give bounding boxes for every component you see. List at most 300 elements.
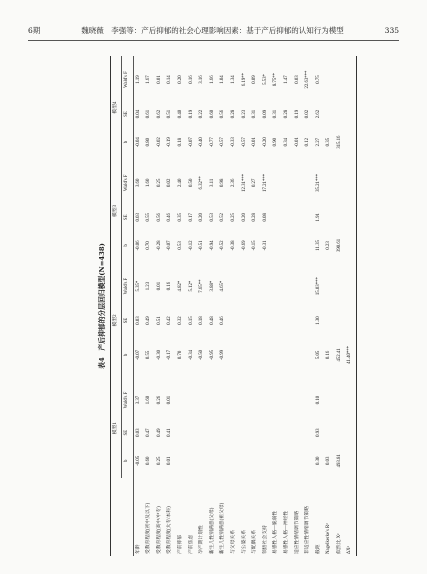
table-cell xyxy=(293,263,304,310)
table-cell: 0.03 xyxy=(135,316,141,325)
table-cell xyxy=(345,263,356,310)
table-cell xyxy=(240,444,251,478)
stat-header: Wald's F xyxy=(122,263,134,310)
table-cell: 0.60 xyxy=(209,109,215,119)
table-cell xyxy=(324,159,335,206)
table-cell: -0.77 xyxy=(209,137,215,148)
table-cell: 0.55 xyxy=(146,350,152,360)
table-cell: -0.28 xyxy=(156,240,162,251)
table-cell xyxy=(282,263,293,310)
row-label: ΔX² xyxy=(345,478,356,556)
table-cell xyxy=(345,56,356,103)
table-cell: 1.66 xyxy=(209,75,215,84)
table-row xyxy=(324,56,335,556)
table-cell: 0.80 xyxy=(146,137,152,147)
table-cell xyxy=(197,378,208,421)
table-row xyxy=(240,56,251,556)
table-cell xyxy=(197,444,208,478)
table-cell: 0.56 xyxy=(156,213,162,222)
table-cell xyxy=(250,422,261,444)
table-cell: 0.27 xyxy=(252,178,258,188)
table-cell xyxy=(345,206,356,228)
table-cell xyxy=(335,263,346,310)
table-cell xyxy=(282,331,293,378)
table-cell: 0.60 xyxy=(146,456,152,465)
table-cell: 0.35 xyxy=(177,213,183,222)
table-cell: -0.99 xyxy=(220,349,226,360)
table-cell: 0.48 xyxy=(209,316,215,325)
table-cell: 0.98 xyxy=(220,178,226,188)
stat-header: b xyxy=(122,444,134,478)
table-row xyxy=(229,56,240,556)
table-cell: 390.61 xyxy=(336,238,342,253)
table-row xyxy=(144,56,155,556)
table-cell: -0.51 xyxy=(199,240,205,251)
table-cell xyxy=(208,378,219,421)
table-row xyxy=(345,56,356,556)
stat-header: SE xyxy=(122,422,134,444)
table-cell xyxy=(345,310,356,332)
table-cell: -0.57 xyxy=(241,137,247,148)
table-cell: 0.14 xyxy=(167,75,173,84)
table-row xyxy=(208,56,219,556)
table-cell: 0.01 xyxy=(167,395,173,405)
row-label: 年龄 xyxy=(135,544,141,554)
table-cell xyxy=(271,310,282,332)
table-cell xyxy=(261,310,272,332)
table-cell: -0.04 xyxy=(135,137,141,148)
table-cell xyxy=(261,331,272,378)
table-cell xyxy=(229,310,240,332)
table-caption: 表4 产后抑郁的分层回归模型(N=438) xyxy=(98,243,106,369)
table-cell xyxy=(324,422,335,444)
table-cell: 0.32 xyxy=(177,316,183,325)
table-cell: 2.62 xyxy=(315,109,321,119)
table-cell xyxy=(187,378,198,421)
row-label: 产前焦虑 xyxy=(188,534,194,554)
table-cell xyxy=(303,422,314,444)
row-label: 与父母关系 xyxy=(230,530,236,554)
table-cell: 0.15 xyxy=(188,316,194,325)
table-cell: 3.60 xyxy=(135,178,141,188)
table-cell: -0.20 xyxy=(262,137,268,148)
table-cell: 0.41 xyxy=(167,428,173,437)
table-cell: 0.35 xyxy=(326,137,332,147)
table-cell: -0.07 xyxy=(188,137,194,148)
table-cell xyxy=(293,444,304,478)
table-row xyxy=(314,56,325,556)
rotated-table-region xyxy=(96,56,353,556)
table-cell xyxy=(335,422,346,444)
table-cell xyxy=(187,422,198,444)
table-row xyxy=(197,56,208,556)
table-cell: 1.04 xyxy=(220,75,226,84)
table-cell: 15.03*** xyxy=(315,277,321,296)
table-cell xyxy=(345,159,356,206)
table-row xyxy=(261,56,272,556)
table-cell: 0.55 xyxy=(146,213,152,222)
stat-header: Wald's F xyxy=(122,159,134,206)
table-cell xyxy=(293,310,304,332)
table-cell xyxy=(303,444,314,478)
page-header xyxy=(28,23,399,37)
table-cell xyxy=(293,159,304,206)
table-row xyxy=(155,56,166,556)
table-cell: 5.35* xyxy=(135,280,141,292)
table-cell xyxy=(271,228,282,262)
table-cell xyxy=(250,310,261,332)
table-cell: -0.94 xyxy=(209,240,215,251)
table-cell xyxy=(240,263,251,310)
table-cell xyxy=(240,378,251,421)
table-cell: 0.25 xyxy=(156,456,162,465)
table-cell xyxy=(282,378,293,421)
table-cell: 2.40 xyxy=(177,178,183,188)
table-cell xyxy=(335,56,346,103)
table-cell xyxy=(271,206,282,228)
table-row xyxy=(133,56,144,556)
table-cell: 0.62 xyxy=(156,109,162,119)
table-cell: -0.15 xyxy=(252,240,258,251)
table-cell xyxy=(271,444,282,478)
table-cell: 12.31*** xyxy=(241,173,247,192)
table-cell xyxy=(197,422,208,444)
table-cell xyxy=(282,159,293,206)
table-cell: 0.30 xyxy=(315,456,321,465)
table-cell: 0.28 xyxy=(283,109,289,119)
model-2-header: 模型2 xyxy=(111,263,122,379)
table-cell: -0.69 xyxy=(241,240,247,251)
table-cell xyxy=(335,310,346,332)
row-label: 孕产期计划性 xyxy=(199,525,205,554)
table-cell xyxy=(303,159,314,206)
table-cell xyxy=(345,228,356,262)
table-cell xyxy=(324,378,335,421)
table-cell xyxy=(229,444,240,478)
stat-header-row xyxy=(122,56,134,556)
table-cell: 1.67 xyxy=(146,75,152,84)
row-label: 适应性情绪调节策略 xyxy=(294,510,300,554)
table-cell: 6.32** xyxy=(199,176,205,190)
table-cell xyxy=(250,331,261,378)
table-cell: 2.27 xyxy=(315,137,321,147)
table-cell: 0.16 xyxy=(188,75,194,84)
table-cell: -0.40 xyxy=(199,137,205,148)
table-cell xyxy=(250,378,261,421)
running-title: 魏晓薇 李强等：产后抑郁的社会心理影响因素：基于产后抑郁的认知行为模型 xyxy=(81,25,344,35)
table-cell: 17.21*** xyxy=(262,173,268,192)
table-cell: 6.19** xyxy=(241,72,247,87)
table-cell: 0.49 xyxy=(146,316,152,325)
table-cell: 5.05 xyxy=(315,350,321,360)
table-body xyxy=(133,56,356,556)
table-cell xyxy=(229,263,240,310)
table-cell xyxy=(345,378,356,421)
table-cell: 0.40 xyxy=(177,109,183,119)
table-cell xyxy=(218,444,229,478)
row-label: 易感性人格—脆弱性 xyxy=(273,510,279,554)
table-cell xyxy=(282,422,293,444)
table-cell: 0.20 xyxy=(177,75,183,84)
table-cell xyxy=(303,378,314,421)
table-row xyxy=(293,56,304,556)
table-cell: 8.75** xyxy=(273,72,279,87)
table-cell xyxy=(324,206,335,228)
table-cell: -0.57 xyxy=(220,137,226,148)
row-label: 非适应性情绪调节策略 xyxy=(305,506,311,554)
table-row xyxy=(335,56,346,556)
table-cell: 0.31 xyxy=(273,109,279,119)
table-cell xyxy=(335,206,346,228)
model-header-row xyxy=(111,56,122,556)
table-cell: 0.70 xyxy=(177,350,183,360)
table-cell xyxy=(324,263,335,310)
table-cell xyxy=(271,159,282,206)
table-cell: 41.40*** xyxy=(345,331,356,378)
table-cell xyxy=(261,263,272,310)
table-row xyxy=(176,56,187,556)
table-cell xyxy=(229,422,240,444)
table-cell: -0.07 xyxy=(135,349,141,360)
table-cell: 0.90 xyxy=(273,137,279,147)
table-cell: -0.34 xyxy=(188,349,194,360)
row-label: 与公婆关系 xyxy=(241,530,247,554)
table-cell: 0.23 xyxy=(241,109,247,119)
table-cell: -0.06 xyxy=(135,240,141,251)
table-cell: -0.01 xyxy=(252,137,258,148)
model-4-header: 模型4 xyxy=(111,56,122,159)
table-cell: 0.53 xyxy=(177,241,183,250)
table-cell xyxy=(240,331,251,378)
table-cell: -0.50 xyxy=(199,349,205,360)
table-cell xyxy=(345,103,356,125)
row-label: 似然比 X² xyxy=(336,533,342,554)
table-cell: 1.30 xyxy=(315,316,321,325)
table-cell: 0.42 xyxy=(167,316,173,325)
table-cell xyxy=(282,228,293,262)
row-label: 产前抑郁 xyxy=(177,534,183,554)
table-cell: 0.20 xyxy=(199,213,205,222)
table-cell: 0.47 xyxy=(146,428,152,437)
table-cell: 1.34 xyxy=(230,75,236,84)
row-label: 新生儿性别满意(父母) xyxy=(209,507,215,554)
table-cell xyxy=(250,263,261,310)
row-label-header xyxy=(122,478,134,556)
row-label: 易感性人格—神经性 xyxy=(283,510,289,554)
table-cell xyxy=(303,331,314,378)
table-cell: 0.02 xyxy=(305,109,311,119)
table-cell: 3.16 xyxy=(199,75,205,84)
table-cell: 0.34 xyxy=(283,137,289,147)
table-cell: -0.33 xyxy=(230,137,236,148)
table-cell: 0.46 xyxy=(167,213,173,222)
table-cell: 0.51 xyxy=(156,316,162,325)
table-cell: 0.19 xyxy=(294,109,300,119)
table-cell: 11.35 xyxy=(315,240,321,251)
table-cell: 0.17 xyxy=(188,213,194,222)
table-cell xyxy=(271,263,282,310)
table-cell: 0.09 xyxy=(262,109,268,119)
table-cell: -0.07 xyxy=(167,240,173,251)
table-cell: 0.03 xyxy=(294,75,300,84)
row-label: 受教育程度(初中及以下) xyxy=(146,502,152,554)
table-row xyxy=(303,56,314,556)
table-cell: -0.38 xyxy=(230,240,236,251)
table-cell: -0.02 xyxy=(156,137,162,148)
table-cell xyxy=(335,378,346,421)
table-cell xyxy=(187,444,198,478)
table-cell xyxy=(218,422,229,444)
table-cell: 1.60 xyxy=(146,178,152,188)
table-cell: 5.12* xyxy=(188,280,194,292)
stat-header: b xyxy=(122,331,134,378)
row-label: Nagelkerke's R² xyxy=(326,523,332,554)
table-cell: 1.47 xyxy=(283,75,289,84)
stat-header: Wald's F xyxy=(122,378,134,421)
table-cell xyxy=(282,310,293,332)
table-cell: 0.03 xyxy=(135,428,141,437)
table-cell: -0.12 xyxy=(188,240,194,251)
table-cell xyxy=(324,56,335,103)
table-cell: 1.19 xyxy=(135,75,141,84)
table-cell xyxy=(240,422,251,444)
table-cell: 5.53* xyxy=(262,74,268,85)
table-cell: 35.21*** xyxy=(315,173,321,192)
table-cell xyxy=(303,263,314,310)
row-label: 新生儿性别满意(祖父母) xyxy=(220,502,226,554)
table-cell: -0.01 xyxy=(294,137,300,148)
table-cell: -0.31 xyxy=(262,240,268,251)
table-cell: -0.05 xyxy=(135,455,141,466)
model-3-header: 模型3 xyxy=(111,159,122,262)
table-cell: 493.81 xyxy=(336,454,342,468)
table-cell xyxy=(261,422,272,444)
table-cell: 2.36 xyxy=(230,178,236,188)
table-cell xyxy=(293,378,304,421)
table-cell: 22.63*** xyxy=(305,70,311,89)
table-cell: 3.88* xyxy=(209,280,215,292)
row-label: 与配偶关系 xyxy=(252,530,258,554)
table-cell: 0.56 xyxy=(220,109,226,119)
issue-number: 6期 xyxy=(28,25,41,35)
table-cell xyxy=(303,310,314,332)
row-label: 截距 xyxy=(315,544,321,554)
table-cell xyxy=(345,125,356,159)
table-cell xyxy=(303,206,314,228)
table-cell: 0.50 xyxy=(188,178,194,188)
table-cell: -0.52 xyxy=(220,240,226,251)
table-cell xyxy=(229,378,240,421)
table-cell xyxy=(303,228,314,262)
table-cell xyxy=(324,103,335,125)
stat-header: SE xyxy=(122,206,134,228)
table-cell: 0.04 xyxy=(135,109,141,119)
table-cell: 1.23 xyxy=(146,281,152,291)
table-cell xyxy=(208,422,219,444)
table-cell: 0.28 xyxy=(252,213,258,222)
table-cell xyxy=(335,159,346,206)
table-cell: -0.19 xyxy=(167,137,173,148)
header-rule xyxy=(28,40,399,41)
table-cell: 0.70 xyxy=(146,241,152,250)
table-row xyxy=(165,56,176,556)
table-cell xyxy=(345,444,356,478)
regression-table xyxy=(110,56,357,556)
table-cell: 0.61 xyxy=(146,109,152,119)
row-label-header xyxy=(111,478,122,556)
table-cell: 4.82* xyxy=(177,280,183,292)
table-cell: 1.60 xyxy=(146,395,152,405)
table-cell: 0.18 xyxy=(199,316,205,325)
row-label: 受教育程度(高中/中专) xyxy=(156,506,162,554)
table-cell xyxy=(282,206,293,228)
table-cell: 0.20 xyxy=(241,213,247,222)
table-cell: 0.16 xyxy=(326,350,332,360)
stat-header: b xyxy=(122,125,134,159)
table-cell: -0.95 xyxy=(209,349,215,360)
model-1-header: 模型1 xyxy=(111,378,122,478)
table-cell xyxy=(282,444,293,478)
table-row xyxy=(282,56,293,556)
table-cell: 315.16 xyxy=(336,135,342,149)
table-cell xyxy=(293,422,304,444)
table-cell: -0.30 xyxy=(156,349,162,360)
table-cell: 0.19 xyxy=(188,109,194,119)
table-cell xyxy=(335,103,346,125)
row-label: 领悟社会支持 xyxy=(262,525,268,554)
table-cell: 0.18 xyxy=(177,137,183,147)
table-cell xyxy=(324,310,335,332)
table-cell: 0.12 xyxy=(305,137,311,147)
table-cell: 0.26 xyxy=(156,395,162,405)
table-cell: 0.22 xyxy=(199,109,205,119)
table-cell: 0.25 xyxy=(156,178,162,188)
stat-header: Wald's F xyxy=(122,56,134,103)
page-number: 335 xyxy=(384,25,399,35)
table-cell: 0.03 xyxy=(135,213,141,222)
table-cell xyxy=(345,422,356,444)
table-cell xyxy=(176,378,187,421)
table-cell xyxy=(271,378,282,421)
table-row xyxy=(271,56,282,556)
table-cell xyxy=(229,331,240,378)
table-cell: 0.09 xyxy=(252,75,258,84)
stat-header: b xyxy=(122,228,134,262)
stat-header: SE xyxy=(122,310,134,332)
table-cell: -0.17 xyxy=(167,349,173,360)
row-label: 受教育程度(大专/本科) xyxy=(167,506,173,554)
table-cell: 0.51 xyxy=(167,109,173,119)
table-cell: 0.52 xyxy=(220,213,226,222)
table-cell: 0.08 xyxy=(262,213,268,222)
table-cell: 0.49 xyxy=(156,428,162,437)
table-cell xyxy=(250,444,261,478)
table-cell: 0.23 xyxy=(326,241,332,250)
table-cell xyxy=(176,422,187,444)
table-cell: 1.91 xyxy=(315,213,321,222)
table-cell xyxy=(293,206,304,228)
table-row xyxy=(187,56,198,556)
table-cell: 0.01 xyxy=(156,75,162,84)
table-cell: 0.25 xyxy=(230,213,236,222)
table-cell xyxy=(271,331,282,378)
table-cell: 0.16 xyxy=(167,281,173,291)
table-cell xyxy=(261,378,272,421)
table-cell: 3.37 xyxy=(135,395,141,405)
table-cell xyxy=(293,331,304,378)
table-cell: 0.10 xyxy=(315,395,321,405)
table-cell: 0.01 xyxy=(167,456,173,465)
